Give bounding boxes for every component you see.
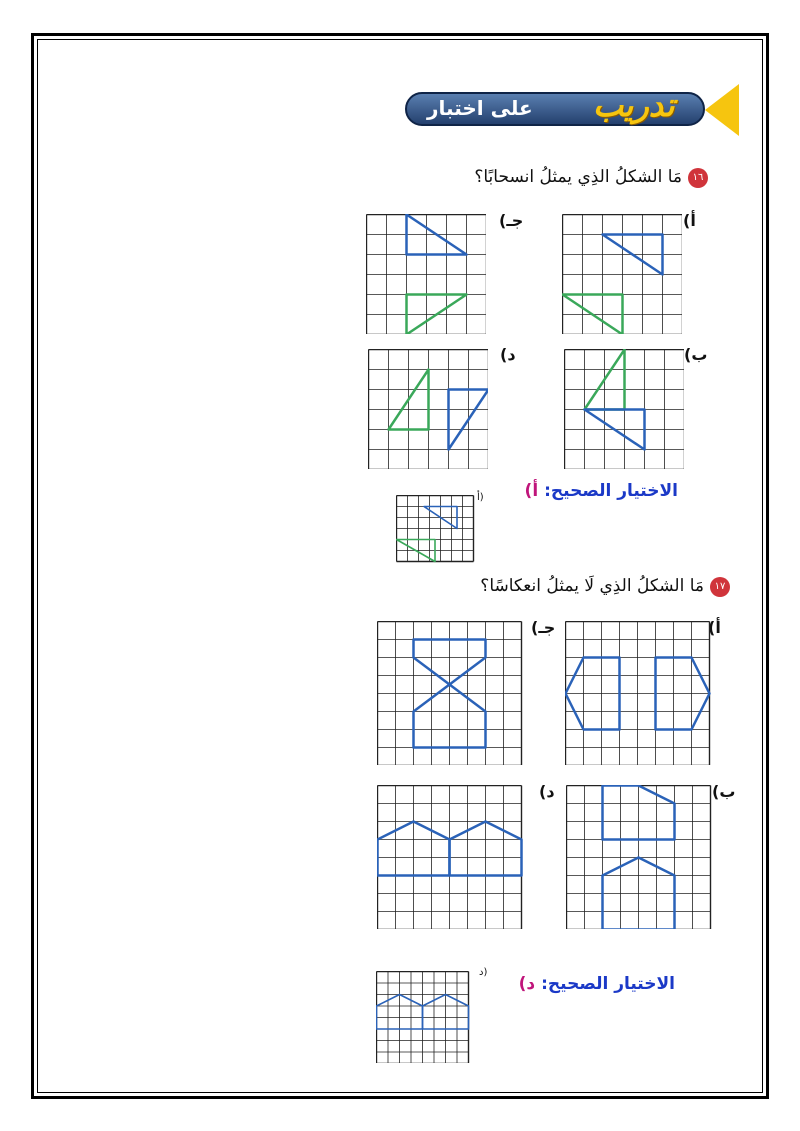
option-label-d: د) [539, 782, 555, 801]
mini-label: د) [479, 967, 488, 978]
question-number-badge: ١٧ [710, 577, 730, 597]
grid-lines [566, 622, 710, 766]
mini-label: أ) [477, 492, 484, 503]
option-label-c: جـ) [531, 618, 556, 637]
option-label-a: أ) [683, 211, 696, 230]
answer-prefix: الاختيار الصحيح: [541, 974, 675, 994]
mini-grid-answer [376, 971, 472, 1063]
question-text: مَا الشكلُ الذِي لَا يمثلُ انعكاسًا؟ [480, 576, 704, 596]
question-number-badge: ١٦ [688, 168, 708, 188]
arrow-icon [705, 84, 739, 136]
mini-grid-answer [396, 495, 476, 567]
question-16 [474, 167, 708, 188]
option-label-a: أ) [708, 618, 721, 637]
grid-option-d [368, 349, 488, 469]
option-label-b: ب) [712, 782, 736, 801]
answer-value: أ) [524, 481, 539, 501]
option-label-c: جـ) [499, 211, 524, 230]
grid-option-c [377, 621, 525, 765]
option-label-b: ب) [684, 345, 708, 364]
question-17 [480, 576, 730, 597]
grid-option-d [377, 785, 525, 929]
grid-option-c [366, 214, 486, 334]
banner-title: تدريب [593, 86, 675, 124]
option-label-d: د) [500, 345, 516, 364]
banner-subtitle: على اختبار [427, 96, 533, 120]
grid-lines [378, 622, 522, 766]
grid-option-a [562, 214, 682, 334]
practice-banner [405, 82, 735, 138]
question-text: مَا الشكلُ الذِي يمثلُ انسحابًا؟ [474, 167, 682, 187]
answer-value: د) [518, 974, 536, 994]
grid-option-a [565, 621, 713, 765]
grid-lines [367, 215, 487, 335]
answer-prefix: الاختيار الصحيح: [544, 481, 678, 501]
grid-option-b [566, 785, 714, 929]
answer-line-2 [519, 974, 675, 994]
grid-option-b [564, 349, 684, 469]
answer-line-1 [525, 481, 678, 501]
